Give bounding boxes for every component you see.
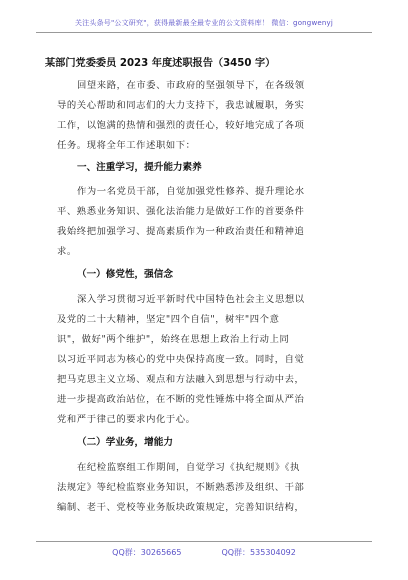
paragraph-line: 识"，做好"两个维护"，始终在思想上政治上行动上同 xyxy=(57,334,290,345)
header-notice: 关注头条号"公文研究"，获得最新最全最专业的公文资料库！ 微信：gongwenyj xyxy=(74,19,334,27)
paragraph-line: 在纪检监察组工作期间，自觉学习《执纪规则》《执 xyxy=(77,462,300,473)
page-header xyxy=(36,8,372,33)
paragraph-line: 进一步提高政治站位，在不断的党性锤炼中将全面从严治 xyxy=(57,394,305,405)
paragraph-line: 党和严于律己的要求内化于心。 xyxy=(57,414,196,425)
intro-paragraph xyxy=(57,76,359,156)
paragraph-line: 法规定》等纪检监察业务知识，不断熟悉涉及组织、干部 xyxy=(57,482,305,493)
document-title: 某部门党委委员 2023 年度述职报告（3450 字） xyxy=(45,58,276,69)
subsection-heading: （二）学业务，增能力 xyxy=(77,437,173,448)
paragraph-line: 作为一名党员干部，自觉加强党性修养、提升理论水 xyxy=(77,186,305,197)
paragraph-line: 任务。现将全年工作述职如下： xyxy=(57,140,196,151)
paragraph-line: 平、熟悉业务知识、强化法治能力是做好工作的首要条件 xyxy=(57,206,305,217)
paragraph-line: 以习近平同志为核心的党中央保持高度一致。同时，自觉 xyxy=(57,354,305,365)
paragraph-line: 把马克思主义立场、观点和方法融入到思想与行动中去， xyxy=(57,374,305,385)
paragraph-line: 回望来路，在市委、市政府的坚强领导下，在各级领 xyxy=(77,80,305,91)
paragraph-line: 工作，以饱满的热情和强烈的责任心，较好地完成了各项 xyxy=(57,120,305,131)
paragraph-line: 编制、老干、党校等业务版块政策规定，完善知识结构， xyxy=(57,502,305,513)
paragraph-line: 深入学习贯彻习近平新时代中国特色社会主义思想以 xyxy=(77,294,305,305)
paragraph-line: 我始终把加强学习、提高素质作为一种政治责任和精神追 xyxy=(57,226,305,237)
subsection-heading: （一）修党性，强信念 xyxy=(77,269,173,280)
sub2-paragraph xyxy=(57,458,359,518)
page-footer xyxy=(36,541,372,560)
footer-qq-group-2: QQ群：535304092 xyxy=(221,548,296,557)
paragraph-line: 及党的二十大精神，坚定"四个自信"，树牢"四个意 xyxy=(57,314,280,325)
footer-qq-group-1: QQ群：30265665 xyxy=(112,548,182,557)
section-heading: 一、注重学习，提升能力素养 xyxy=(77,162,202,173)
paragraph-line: 导的关心帮助和同志们的大力支持下，我忠诚履职，务实 xyxy=(57,100,305,111)
paragraph-line: 求。 xyxy=(57,246,77,257)
section1-paragraph xyxy=(57,182,359,262)
document-body xyxy=(45,54,359,518)
sub1-paragraph xyxy=(57,290,359,430)
